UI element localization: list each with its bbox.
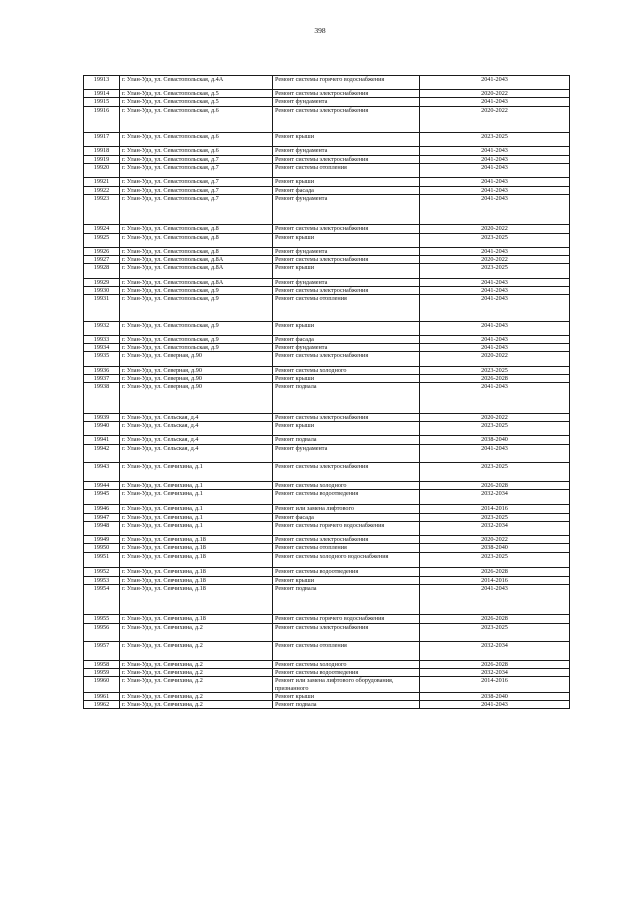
table-row [84, 164, 570, 178]
row-address: г. Улан-Удэ, ул. Севастопольская, д.9 [120, 344, 273, 352]
row-work-type: Ремонт фундамента [273, 444, 420, 463]
row-number: 19951 [84, 552, 120, 568]
row-number: 19926 [84, 247, 120, 255]
row-number: 19940 [84, 422, 120, 436]
table-row [84, 422, 570, 436]
row-period: 2014-2016 [420, 576, 570, 584]
row-address: г. Улан-Удэ, ул. Сельская, д.4 [120, 422, 273, 436]
table-body [84, 76, 570, 709]
row-period: 2020-2022 [420, 256, 570, 264]
row-period: 2041-2043 [420, 584, 570, 615]
row-number: 19922 [84, 186, 120, 194]
row-period: 2023-2025 [420, 623, 570, 642]
table-row [84, 247, 570, 255]
row-period: 2023-2025 [420, 422, 570, 436]
row-period: 2026-2028 [420, 568, 570, 576]
row-address: г. Улан-Удэ, ул. Севастопольская, д.8 [120, 247, 273, 255]
table-row [84, 321, 570, 335]
row-number: 19929 [84, 278, 120, 286]
row-number: 19925 [84, 233, 120, 247]
row-number: 19930 [84, 286, 120, 294]
row-address: г. Улан-Удэ, ул. Севчихина, д.2 [120, 668, 273, 676]
row-work-type: Ремонт системы отопления [273, 164, 420, 178]
table-row [84, 615, 570, 623]
table-row [84, 701, 570, 709]
row-period: 2026-2028 [420, 374, 570, 382]
row-number: 19955 [84, 615, 120, 623]
row-address: г. Улан-Удэ, ул. Севастопольская, д.9 [120, 295, 273, 322]
row-period: 2041-2043 [420, 98, 570, 106]
row-address: г. Улан-Удэ, ул. Севастопольская, д.9 [120, 321, 273, 335]
row-address: г. Улан-Удэ, ул. Севастопольская, д.6 [120, 147, 273, 155]
row-address: г. Улан-Удэ, ул. Севчихина, д.18 [120, 536, 273, 544]
row-number: 19920 [84, 164, 120, 178]
row-work-type: Ремонт системы электроснабжения [273, 286, 420, 294]
row-address: г. Улан-Удэ, ул. Севастопольская, д.7 [120, 155, 273, 163]
row-number: 19958 [84, 660, 120, 668]
table-row [84, 521, 570, 535]
row-number: 19944 [84, 481, 120, 489]
row-work-type: Ремонт крыши [273, 233, 420, 247]
row-work-type: Ремонт системы электроснабжения [273, 256, 420, 264]
row-period: 2023-2025 [420, 463, 570, 482]
row-number: 19945 [84, 489, 120, 505]
row-number: 19959 [84, 668, 120, 676]
table-row [84, 444, 570, 463]
row-period: 2014-2016 [420, 677, 570, 693]
row-work-type: Ремонт системы отопления [273, 642, 420, 661]
row-period: 2041-2043 [420, 247, 570, 255]
row-work-type: Ремонт системы отопления [273, 544, 420, 552]
row-address: г. Улан-Удэ, ул. Севчихина, д.2 [120, 623, 273, 642]
row-address: г. Улан-Удэ, ул. Севчихина, д.1 [120, 505, 273, 513]
row-number: 19932 [84, 321, 120, 335]
row-address: г. Улан-Удэ, ул. Севастопольская, д.8А [120, 278, 273, 286]
row-work-type: Ремонт подвала [273, 436, 420, 444]
row-work-type: Ремонт крыши [273, 422, 420, 436]
table-row [84, 233, 570, 247]
table-row [84, 505, 570, 513]
row-number: 19917 [84, 133, 120, 147]
row-work-type: Ремонт крыши [273, 374, 420, 382]
row-number: 19954 [84, 584, 120, 615]
row-address: г. Улан-Удэ, ул. Севастопольская, д.5 [120, 90, 273, 98]
row-address: г. Улан-Удэ, ул. Севчихина, д.2 [120, 677, 273, 693]
row-number: 19937 [84, 374, 120, 382]
row-address: г. Улан-Удэ, ул. Севчихина, д.18 [120, 552, 273, 568]
row-period: 2038-2040 [420, 692, 570, 700]
page-number: 398 [314, 26, 326, 35]
table-row [84, 576, 570, 584]
row-period: 2023-2025 [420, 552, 570, 568]
table-row [84, 155, 570, 163]
row-address: г. Улан-Удэ, ул. Северная, д.90 [120, 352, 273, 366]
row-number: 19957 [84, 642, 120, 661]
row-period: 2020-2022 [420, 413, 570, 421]
row-period: 2020-2022 [420, 352, 570, 366]
row-number: 19914 [84, 90, 120, 98]
row-period: 2020-2022 [420, 106, 570, 133]
row-number: 19946 [84, 505, 120, 513]
row-number: 19947 [84, 513, 120, 521]
row-number: 19915 [84, 98, 120, 106]
row-period: 2041-2043 [420, 194, 570, 225]
row-number: 19952 [84, 568, 120, 576]
row-period: 2041-2043 [420, 295, 570, 322]
table-row [84, 536, 570, 544]
row-number: 19936 [84, 366, 120, 374]
row-address: г. Улан-Удэ, ул. Севастопольская, д.4А [120, 76, 273, 90]
row-work-type: Ремонт системы электроснабжения [273, 90, 420, 98]
row-work-type: Ремонт крыши [273, 133, 420, 147]
table-row [84, 225, 570, 233]
table-row [84, 106, 570, 133]
table-row [84, 256, 570, 264]
table-row [84, 133, 570, 147]
row-period: 2026-2028 [420, 615, 570, 623]
row-address: г. Улан-Удэ, ул. Северная, д.90 [120, 374, 273, 382]
row-number: 19934 [84, 344, 120, 352]
row-number: 19921 [84, 178, 120, 186]
row-period: 2041-2043 [420, 444, 570, 463]
row-number: 19941 [84, 436, 120, 444]
row-number: 19942 [84, 444, 120, 463]
row-address: г. Улан-Удэ, ул. Севчихина, д.18 [120, 568, 273, 576]
row-number: 19943 [84, 463, 120, 482]
row-period: 2032-2034 [420, 642, 570, 661]
table-row [84, 278, 570, 286]
row-number: 19923 [84, 194, 120, 225]
row-work-type: Ремонт системы электроснабжения [273, 106, 420, 133]
row-period: 2020-2022 [420, 225, 570, 233]
row-number: 19949 [84, 536, 120, 544]
row-address: г. Улан-Удэ, ул. Севчихина, д.2 [120, 660, 273, 668]
table-row [84, 668, 570, 676]
row-period: 2041-2043 [420, 278, 570, 286]
row-period: 2038-2040 [420, 436, 570, 444]
table-row [84, 264, 570, 278]
row-work-type: Ремонт системы водоотведения [273, 668, 420, 676]
row-work-type: Ремонт системы электроснабжения [273, 623, 420, 642]
row-address: г. Улан-Удэ, ул. Севастопольская, д.8 [120, 225, 273, 233]
row-period: 2023-2025 [420, 264, 570, 278]
row-address: г. Улан-Удэ, ул. Севчихина, д.18 [120, 544, 273, 552]
table-row [84, 552, 570, 568]
row-period: 2032-2034 [420, 668, 570, 676]
row-number: 19916 [84, 106, 120, 133]
row-period: 2020-2022 [420, 90, 570, 98]
repair-schedule-table [83, 75, 570, 709]
row-address: г. Улан-Удэ, ул. Севчихина, д.1 [120, 521, 273, 535]
row-number: 19938 [84, 383, 120, 414]
row-work-type: Ремонт подвала [273, 701, 420, 709]
table-row [84, 374, 570, 382]
row-period: 2041-2043 [420, 286, 570, 294]
table-row [84, 295, 570, 322]
row-period: 2041-2043 [420, 383, 570, 414]
row-address: г. Улан-Удэ, ул. Севастопольская, д.7 [120, 164, 273, 178]
row-work-type: Ремонт крыши [273, 178, 420, 186]
row-address: г. Улан-Удэ, ул. Севастопольская, д.9 [120, 335, 273, 343]
row-work-type: Ремонт системы электроснабжения [273, 536, 420, 544]
row-work-type: Ремонт системы холодного [273, 660, 420, 668]
table-row [84, 147, 570, 155]
row-work-type: Ремонт системы водоотведения [273, 489, 420, 505]
table-row [84, 463, 570, 482]
row-period: 2041-2043 [420, 178, 570, 186]
row-number: 19939 [84, 413, 120, 421]
row-period: 2026-2028 [420, 481, 570, 489]
table-row [84, 352, 570, 366]
row-work-type: Ремонт фундамента [273, 247, 420, 255]
row-number: 19924 [84, 225, 120, 233]
table-row [84, 584, 570, 615]
row-address: г. Улан-Удэ, ул. Севчихина, д.1 [120, 463, 273, 482]
row-period: 2038-2040 [420, 544, 570, 552]
row-period: 2041-2043 [420, 335, 570, 343]
row-work-type: Ремонт фундамента [273, 194, 420, 225]
row-address: г. Улан-Удэ, ул. Севчихина, д.2 [120, 642, 273, 661]
row-address: г. Улан-Удэ, ул. Севастопольская, д.7 [120, 178, 273, 186]
table-row [84, 186, 570, 194]
table-row [84, 286, 570, 294]
row-work-type: Ремонт фундамента [273, 147, 420, 155]
row-address: г. Улан-Удэ, ул. Севчихина, д.1 [120, 489, 273, 505]
table-row [84, 335, 570, 343]
table-row [84, 642, 570, 661]
row-work-type: Ремонт или замена лифтового оборудования, признанного [273, 677, 420, 693]
row-address: г. Улан-Удэ, ул. Севастопольская, д.7 [120, 186, 273, 194]
row-address: г. Улан-Удэ, ул. Сельская, д.4 [120, 444, 273, 463]
row-work-type: Ремонт системы электроснабжения [273, 352, 420, 366]
row-period: 2041-2043 [420, 147, 570, 155]
row-number: 19913 [84, 76, 120, 90]
row-period: 2041-2043 [420, 164, 570, 178]
row-address: г. Улан-Удэ, ул. Севастопольская, д.5 [120, 98, 273, 106]
row-address: г. Улан-Удэ, ул. Севчихина, д.2 [120, 701, 273, 709]
row-number: 19961 [84, 692, 120, 700]
row-number: 19919 [84, 155, 120, 163]
row-work-type: Ремонт системы холодного [273, 366, 420, 374]
table-row [84, 90, 570, 98]
row-period: 2041-2043 [420, 701, 570, 709]
row-period: 2026-2028 [420, 660, 570, 668]
row-period: 2023-2025 [420, 133, 570, 147]
row-address: г. Улан-Удэ, ул. Севастопольская, д.6 [120, 133, 273, 147]
row-address: г. Улан-Удэ, ул. Севчихина, д.1 [120, 513, 273, 521]
table-row [84, 366, 570, 374]
row-address: г. Улан-Удэ, ул. Севчихина, д.18 [120, 576, 273, 584]
row-number: 19931 [84, 295, 120, 322]
row-period: 2041-2043 [420, 186, 570, 194]
row-work-type: Ремонт фундамента [273, 344, 420, 352]
table-row [84, 413, 570, 421]
row-period: 2023-2025 [420, 513, 570, 521]
row-work-type: Ремонт крыши [273, 692, 420, 700]
table-row [84, 692, 570, 700]
table-row [84, 98, 570, 106]
row-period: 2041-2043 [420, 344, 570, 352]
row-period: 2023-2025 [420, 233, 570, 247]
row-address: г. Улан-Удэ, ул. Севчихина, д.2 [120, 692, 273, 700]
row-address: г. Улан-Удэ, ул. Севастопольская, д.8А [120, 264, 273, 278]
row-work-type: Ремонт крыши [273, 576, 420, 584]
table-row [84, 623, 570, 642]
table-row [84, 481, 570, 489]
row-work-type: Ремонт системы водоотведения [273, 568, 420, 576]
row-number: 19956 [84, 623, 120, 642]
row-work-type: Ремонт подвала [273, 383, 420, 414]
row-number: 19962 [84, 701, 120, 709]
row-address: г. Улан-Удэ, ул. Северная, д.90 [120, 366, 273, 374]
row-number: 19950 [84, 544, 120, 552]
row-number: 19948 [84, 521, 120, 535]
table-row [84, 178, 570, 186]
row-address: г. Улан-Удэ, ул. Северная, д.90 [120, 383, 273, 414]
row-number: 19935 [84, 352, 120, 366]
row-address: г. Улан-Удэ, ул. Севчихина, д.18 [120, 615, 273, 623]
table-row [84, 544, 570, 552]
row-work-type: Ремонт или замена лифтового [273, 505, 420, 513]
table-row [84, 383, 570, 414]
row-number: 19918 [84, 147, 120, 155]
row-number: 19927 [84, 256, 120, 264]
row-address: г. Улан-Удэ, ул. Севастопольская, д.7 [120, 194, 273, 225]
table-row [84, 76, 570, 90]
row-work-type: Ремонт подвала [273, 584, 420, 615]
row-work-type: Ремонт фасада [273, 186, 420, 194]
table-row [84, 513, 570, 521]
table-row [84, 568, 570, 576]
row-address: г. Улан-Удэ, ул. Севчихина, д.1 [120, 481, 273, 489]
row-period: 2020-2022 [420, 536, 570, 544]
row-period: 2041-2043 [420, 321, 570, 335]
row-work-type: Ремонт крыши [273, 264, 420, 278]
row-address: г. Улан-Удэ, ул. Севастопольская, д.6 [120, 106, 273, 133]
row-work-type: Ремонт системы холодного [273, 481, 420, 489]
table-row [84, 344, 570, 352]
row-work-type: Ремонт системы электроснабжения [273, 225, 420, 233]
row-period: 2032-2034 [420, 489, 570, 505]
row-number: 19953 [84, 576, 120, 584]
row-address: г. Улан-Удэ, ул. Севастопольская, д.8А [120, 256, 273, 264]
row-number: 19933 [84, 335, 120, 343]
row-address: г. Улан-Удэ, ул. Сельская, д.4 [120, 436, 273, 444]
row-work-type: Ремонт системы холодного водоснабжения [273, 552, 420, 568]
row-number: 19928 [84, 264, 120, 278]
row-work-type: Ремонт системы горячего водоснабжения [273, 76, 420, 90]
row-period: 2023-2025 [420, 366, 570, 374]
row-period: 2041-2043 [420, 76, 570, 90]
row-address: г. Улан-Удэ, ул. Севастопольская, д.9 [120, 286, 273, 294]
row-period: 2032-2034 [420, 521, 570, 535]
row-work-type: Ремонт фасада [273, 335, 420, 343]
row-work-type: Ремонт системы электроснабжения [273, 463, 420, 482]
row-number: 19960 [84, 677, 120, 693]
row-work-type: Ремонт фасада [273, 513, 420, 521]
row-address: г. Улан-Удэ, ул. Севастопольская, д.8 [120, 233, 273, 247]
table-row [84, 489, 570, 505]
table-row [84, 660, 570, 668]
table-row [84, 677, 570, 693]
row-work-type: Ремонт системы горячего водоснабжения [273, 615, 420, 623]
row-address: г. Улан-Удэ, ул. Сельская, д.4 [120, 413, 273, 421]
table-row [84, 194, 570, 225]
row-address: г. Улан-Удэ, ул. Севчихина, д.18 [120, 584, 273, 615]
row-work-type: Ремонт фундамента [273, 98, 420, 106]
row-work-type: Ремонт системы отопления [273, 295, 420, 322]
row-work-type: Ремонт фундамента [273, 278, 420, 286]
table-row [84, 436, 570, 444]
row-work-type: Ремонт системы горячего водоснабжения [273, 521, 420, 535]
row-work-type: Ремонт системы электроснабжения [273, 413, 420, 421]
row-work-type: Ремонт системы электроснабжения [273, 155, 420, 163]
row-work-type: Ремонт крыши [273, 321, 420, 335]
row-period: 2041-2043 [420, 155, 570, 163]
row-period: 2014-2016 [420, 505, 570, 513]
